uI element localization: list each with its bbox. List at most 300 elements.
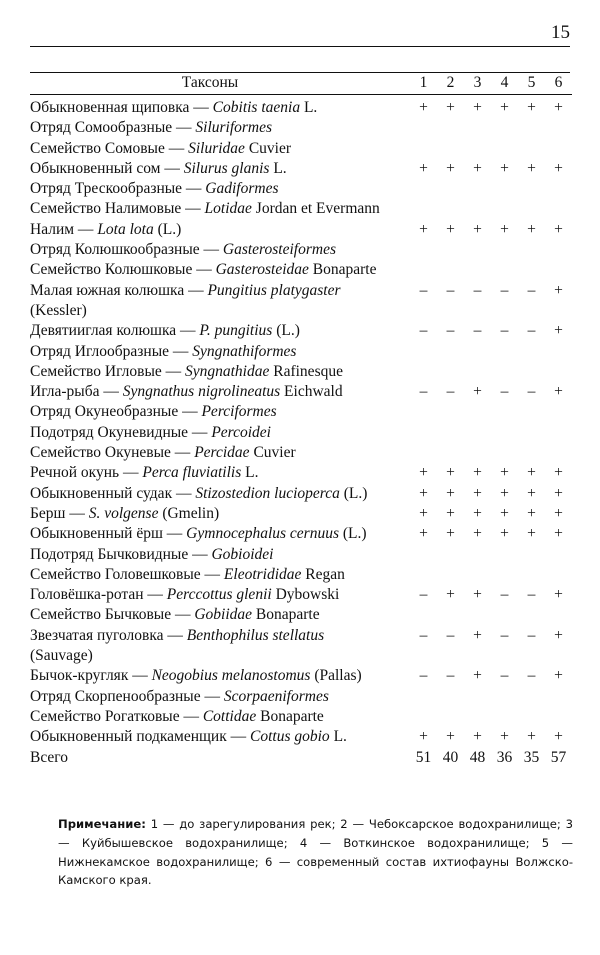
mark-col-1 [410, 605, 437, 625]
mark-col-5 [518, 179, 545, 199]
taxon-latin: Cottidae [202, 707, 257, 725]
taxon-latin: Silurus glanis [183, 159, 270, 177]
taxon-cell [30, 382, 410, 402]
mark-col-6: + [554, 484, 563, 502]
taxon-name: Девятииглая колюшка — [30, 322, 200, 340]
mark-col-6: + [554, 220, 563, 238]
mark-col-5 [518, 139, 545, 159]
mark-col-2 [437, 545, 464, 565]
mark-col-2: + [446, 159, 455, 177]
mark-col-5 [518, 342, 545, 362]
mark-col-6: + [554, 159, 563, 177]
mark-col-3 [464, 443, 491, 463]
mark-col-2 [437, 179, 464, 199]
taxon-cell [30, 260, 410, 280]
table-row [30, 95, 572, 119]
taxon-cell [30, 748, 410, 768]
taxon-name: Отряд Сомообразные — [30, 119, 196, 137]
mark-col-1: – [419, 322, 428, 340]
taxon-name: Отряд Трескообразные — [30, 180, 206, 198]
mark-col-5 [518, 443, 545, 463]
mark-col-6: + [554, 525, 563, 543]
mark-col-2: + [446, 464, 455, 482]
taxon-cell [30, 565, 410, 585]
mark-col-4: + [500, 159, 509, 177]
mark-col-6 [545, 199, 572, 219]
table-row [30, 220, 572, 240]
mark-col-2: + [446, 586, 455, 604]
mark-col-3: + [473, 504, 482, 522]
taxon-latin: Gobioidei [211, 545, 274, 563]
mark-col-1 [410, 118, 437, 138]
mark-col-6: + [554, 728, 563, 746]
mark-col-6 [545, 687, 572, 707]
taxon-cell [30, 626, 410, 646]
table-header-row [30, 72, 572, 95]
table-row [30, 524, 572, 544]
mark-col-2: – [446, 383, 455, 401]
taxon-name: Берш — [30, 504, 89, 522]
table-row [30, 727, 572, 747]
mark-col-4: – [500, 383, 509, 401]
mark-col-2: – [446, 281, 455, 299]
mark-col-1: – [419, 383, 428, 401]
mark-col-4: + [500, 99, 509, 116]
mark-col-2 [437, 707, 464, 727]
mark-col-3 [464, 260, 491, 280]
mark-col-6: + [554, 586, 563, 604]
mark-col-4 [491, 707, 518, 727]
mark-col-2 [437, 605, 464, 625]
table-row [30, 626, 572, 646]
mark-col-5 [518, 118, 545, 138]
mark-col-6: + [554, 626, 563, 644]
mark-col-5: – [527, 281, 536, 299]
mark-col-5 [518, 565, 545, 585]
taxon-cell [30, 240, 410, 260]
taxon-author: L. [329, 728, 347, 746]
mark-col-6 [545, 707, 572, 727]
taxon-name: Отряд Окунеобразные — [30, 403, 202, 421]
mark-col-1: + [419, 728, 428, 746]
taxon-cell [30, 118, 410, 138]
mark-col-4: – [500, 586, 509, 604]
taxon-cell [30, 362, 410, 382]
mark-col-3 [464, 342, 491, 362]
mark-col-6 [545, 402, 572, 422]
mark-col-2: + [446, 99, 455, 116]
taxon-author: (L.) [339, 484, 368, 502]
taxon-latin: Stizostedion lucioperca [195, 484, 340, 502]
mark-col-1 [410, 687, 437, 707]
table-row [30, 362, 572, 382]
taxon-cell [30, 281, 410, 301]
mark-col-6: + [554, 322, 563, 340]
mark-col-6: + [554, 99, 563, 116]
taxon-latin: S. volgense [88, 504, 159, 522]
taxon-name: Игла-рыба — [30, 383, 123, 401]
taxon-latin: Percidae [194, 444, 250, 462]
table-row [30, 321, 572, 341]
mark-col-3 [464, 605, 491, 625]
taxon-cell [30, 605, 410, 625]
mark-col-1: – [419, 626, 428, 644]
table-row [30, 605, 572, 625]
header-col-5: 5 [527, 74, 536, 91]
mark-col-1 [410, 402, 437, 422]
taxon-cell [30, 484, 410, 504]
taxon-latin: Syngnathiformes [192, 342, 297, 360]
mark-col-3 [464, 362, 491, 382]
taxon-name: Отряд Скорпенообразные — [30, 687, 224, 705]
taxon-latin: Syngnathidae [185, 362, 270, 380]
taxon-author: (Pallas) [310, 667, 362, 685]
note-label: Примечание: [58, 817, 146, 831]
mark-col-2: 40 [442, 748, 459, 766]
mark-col-2: + [446, 220, 455, 238]
taxon-name: Всего [30, 748, 69, 766]
mark-col-5 [518, 545, 545, 565]
taxon-author: Bonaparte [256, 707, 324, 725]
mark-col-5 [518, 362, 545, 382]
mark-col-3: – [473, 281, 482, 299]
mark-col-3 [464, 565, 491, 585]
mark-col-4 [491, 443, 518, 463]
mark-col-3: – [473, 322, 482, 340]
mark-col-3 [464, 545, 491, 565]
mark-col-1: + [419, 220, 428, 238]
taxon-cell [30, 402, 410, 422]
taxa-table [30, 72, 572, 768]
table-row [30, 707, 572, 727]
note-text: 1 — до зарегулирования рек; 2 — Чебоксарское водохранилище; 3 — Куйбышевское водохранилище; 4 — Воткинское водохранилище; 5 — Нижнекамское водохранилище; 6 — современный состав ихтиофауны Волжско-Камского края. [58, 817, 573, 888]
mark-col-2 [437, 118, 464, 138]
mark-col-5 [518, 707, 545, 727]
taxon-cell [30, 423, 410, 443]
mark-col-2 [437, 565, 464, 585]
mark-col-4 [491, 362, 518, 382]
mark-col-5 [518, 646, 545, 666]
mark-col-3 [464, 179, 491, 199]
mark-col-1 [410, 260, 437, 280]
mark-col-1 [410, 139, 437, 159]
table-row [30, 342, 572, 362]
mark-col-6 [545, 139, 572, 159]
taxon-name: Семейство Рогатковые — [30, 707, 203, 725]
taxon-cell [30, 545, 410, 565]
mark-col-3: + [473, 525, 482, 543]
taxon-author: Dybowski [271, 586, 340, 604]
table-row [30, 484, 572, 504]
mark-col-3: + [473, 626, 482, 644]
mark-col-5 [518, 402, 545, 422]
taxon-name: Обыкновенный ёрш — [30, 525, 187, 543]
taxon-name: (Kessler) [30, 301, 87, 319]
table-note [58, 815, 573, 890]
taxon-latin: Perccottus glenii [166, 586, 272, 604]
mark-col-4 [491, 179, 518, 199]
mark-col-5: + [527, 464, 536, 482]
mark-col-5: + [527, 525, 536, 543]
taxon-latin: Eleotrididae [223, 565, 302, 583]
mark-col-1 [410, 301, 437, 321]
mark-col-2: + [446, 728, 455, 746]
mark-col-4 [491, 402, 518, 422]
mark-col-4 [491, 118, 518, 138]
mark-col-6: + [554, 464, 563, 482]
table-row [30, 199, 572, 219]
mark-col-3: + [473, 383, 482, 401]
taxon-cell [30, 707, 410, 727]
mark-col-5 [518, 605, 545, 625]
table-row [30, 260, 572, 280]
mark-col-6: + [554, 281, 563, 299]
mark-col-4 [491, 199, 518, 219]
mark-col-1 [410, 565, 437, 585]
mark-col-6 [545, 362, 572, 382]
taxon-author: Jordan et Evermann [251, 200, 380, 218]
mark-col-3 [464, 199, 491, 219]
mark-col-5: 35 [523, 748, 540, 766]
taxon-cell [30, 199, 410, 219]
table-row [30, 179, 572, 199]
mark-col-4: – [500, 322, 509, 340]
taxon-name: Обыкновенный судак — [30, 484, 196, 502]
mark-col-2: – [446, 322, 455, 340]
mark-col-6 [545, 179, 572, 199]
taxon-latin: Scorpaeniformes [223, 687, 329, 705]
mark-col-1 [410, 423, 437, 443]
taxon-latin: Gasterosteiformes [222, 241, 336, 259]
mark-col-1: – [419, 586, 428, 604]
mark-col-2: – [446, 626, 455, 644]
table-row [30, 382, 572, 402]
header-taxa: Таксоны [181, 74, 239, 91]
taxon-author: (L.) [339, 525, 367, 543]
table-row [30, 504, 572, 524]
mark-col-5 [518, 260, 545, 280]
mark-col-5 [518, 240, 545, 260]
mark-col-5: + [527, 99, 536, 116]
mark-col-2 [437, 646, 464, 666]
taxon-latin: Perca fluviatilis [142, 464, 242, 482]
table-body [30, 95, 572, 768]
mark-col-5 [518, 199, 545, 219]
mark-col-4: + [500, 728, 509, 746]
taxon-author: (L.) [153, 220, 182, 238]
mark-col-4: – [500, 626, 509, 644]
mark-col-3: + [473, 586, 482, 604]
taxon-author: Regan [301, 565, 345, 583]
table-row [30, 423, 572, 443]
taxon-cell [30, 159, 410, 179]
taxon-latin: P. pungitius [199, 322, 273, 340]
table-row [30, 748, 572, 768]
mark-col-3 [464, 402, 491, 422]
mark-col-4: – [500, 281, 509, 299]
header-col-3: 3 [473, 74, 482, 91]
mark-col-3: + [473, 667, 482, 685]
table-row [30, 301, 572, 321]
taxon-cell [30, 95, 410, 119]
mark-col-4 [491, 605, 518, 625]
taxon-latin: Perciformes [201, 403, 277, 421]
taxon-cell [30, 342, 410, 362]
taxon-name: Семейство Сомовые — [30, 139, 189, 157]
mark-col-3: + [473, 728, 482, 746]
mark-col-6: + [554, 667, 563, 685]
taxon-name: (Sauvage) [30, 647, 93, 665]
table-row [30, 281, 572, 301]
mark-col-4: 36 [496, 748, 513, 766]
table-row [30, 402, 572, 422]
taxon-author: L. [269, 159, 287, 177]
mark-col-1 [410, 342, 437, 362]
mark-col-3 [464, 423, 491, 443]
taxon-name: Семейство Окуневые — [30, 444, 195, 462]
mark-col-2: – [446, 667, 455, 685]
taxon-cell [30, 139, 410, 159]
mark-col-6: + [554, 504, 563, 522]
mark-col-3 [464, 687, 491, 707]
mark-col-6 [545, 301, 572, 321]
mark-col-1: 51 [415, 748, 432, 766]
taxon-name: Семейство Игловые — [30, 362, 185, 380]
taxon-latin: Siluriformes [195, 119, 273, 137]
header-col-4: 4 [500, 74, 509, 91]
taxon-latin: Lota lota [97, 220, 154, 238]
taxon-name: Обыкновенный подкаменщик — [30, 728, 251, 746]
mark-col-2 [437, 362, 464, 382]
taxon-latin: Pungitius platygaster [207, 281, 341, 299]
table-row [30, 240, 572, 260]
mark-col-1: + [419, 504, 428, 522]
mark-col-2 [437, 260, 464, 280]
mark-col-1: + [419, 464, 428, 482]
mark-col-6 [545, 605, 572, 625]
table-row [30, 443, 572, 463]
mark-col-5: + [527, 728, 536, 746]
taxon-cell [30, 179, 410, 199]
mark-col-5 [518, 687, 545, 707]
taxon-latin: Gobiidae [194, 606, 253, 624]
table-row [30, 159, 572, 179]
mark-col-1: – [419, 667, 428, 685]
mark-col-1 [410, 545, 437, 565]
taxon-name: Бычок-кругляк — [30, 667, 152, 685]
table-row [30, 545, 572, 565]
mark-col-1: + [419, 99, 428, 116]
taxon-cell [30, 666, 410, 686]
mark-col-2 [437, 423, 464, 443]
top-rule [30, 46, 570, 47]
taxon-cell [30, 727, 410, 747]
mark-col-4: + [500, 484, 509, 502]
table-row [30, 585, 572, 605]
taxon-latin: Lotidae [204, 200, 252, 218]
taxon-name: Головёшка-ротан — [30, 586, 167, 604]
mark-col-3: + [473, 484, 482, 502]
taxon-cell [30, 443, 410, 463]
mark-col-3 [464, 240, 491, 260]
taxon-author: Bonaparte [308, 261, 377, 279]
mark-col-1 [410, 443, 437, 463]
taxon-author: Eichwald [280, 383, 343, 401]
taxon-name: Налим — [30, 220, 98, 238]
table-row [30, 646, 572, 666]
mark-col-2 [437, 199, 464, 219]
mark-col-3 [464, 301, 491, 321]
mark-col-4 [491, 687, 518, 707]
taxon-cell [30, 301, 410, 321]
mark-col-1 [410, 646, 437, 666]
mark-col-5: – [527, 586, 536, 604]
mark-col-2 [437, 443, 464, 463]
taxon-author: (Gmelin) [158, 504, 220, 522]
mark-col-4: + [500, 220, 509, 238]
taxon-author: Cuvier [249, 444, 296, 462]
mark-col-1: + [419, 525, 428, 543]
taxon-author: L. [300, 99, 318, 116]
mark-col-6 [545, 423, 572, 443]
taxon-latin: Cobitis taenia [212, 99, 301, 116]
mark-col-5 [518, 423, 545, 443]
taxon-cell [30, 504, 410, 524]
mark-col-3: + [473, 464, 482, 482]
mark-col-4 [491, 545, 518, 565]
mark-col-3 [464, 139, 491, 159]
mark-col-6 [545, 545, 572, 565]
mark-col-6 [545, 443, 572, 463]
taxon-author: Bonaparte [252, 606, 320, 624]
mark-col-6 [545, 565, 572, 585]
mark-col-5: + [527, 159, 536, 177]
mark-col-3: 48 [469, 748, 486, 766]
mark-col-3: + [473, 159, 482, 177]
mark-col-5 [518, 301, 545, 321]
mark-col-6 [545, 240, 572, 260]
mark-col-1: – [419, 281, 428, 299]
table-row [30, 139, 572, 159]
taxon-cell [30, 687, 410, 707]
mark-col-6 [545, 342, 572, 362]
taxon-name: Отряд Колюшкообразные — [30, 241, 223, 259]
taxon-cell [30, 585, 410, 605]
taxon-cell [30, 646, 410, 666]
mark-col-1 [410, 707, 437, 727]
taxon-name: Обыкновенный сом — [30, 159, 184, 177]
taxon-author: L. [241, 464, 259, 482]
mark-col-6 [545, 118, 572, 138]
mark-col-2: + [446, 504, 455, 522]
mark-col-5: – [527, 667, 536, 685]
taxon-latin: Gymnocephalus cernuus [186, 525, 339, 543]
table-row [30, 687, 572, 707]
mark-col-2 [437, 687, 464, 707]
mark-col-4 [491, 240, 518, 260]
page-number: 15 [551, 22, 570, 43]
mark-col-5: + [527, 504, 536, 522]
mark-col-4 [491, 646, 518, 666]
taxon-name: Подотряд Окуневидные — [30, 423, 212, 441]
taxon-latin: Siluridae [188, 139, 245, 157]
taxon-name: Речной окунь — [30, 464, 143, 482]
mark-col-2 [437, 139, 464, 159]
mark-col-4 [491, 342, 518, 362]
mark-col-2 [437, 342, 464, 362]
mark-col-5: – [527, 626, 536, 644]
table-row [30, 565, 572, 585]
